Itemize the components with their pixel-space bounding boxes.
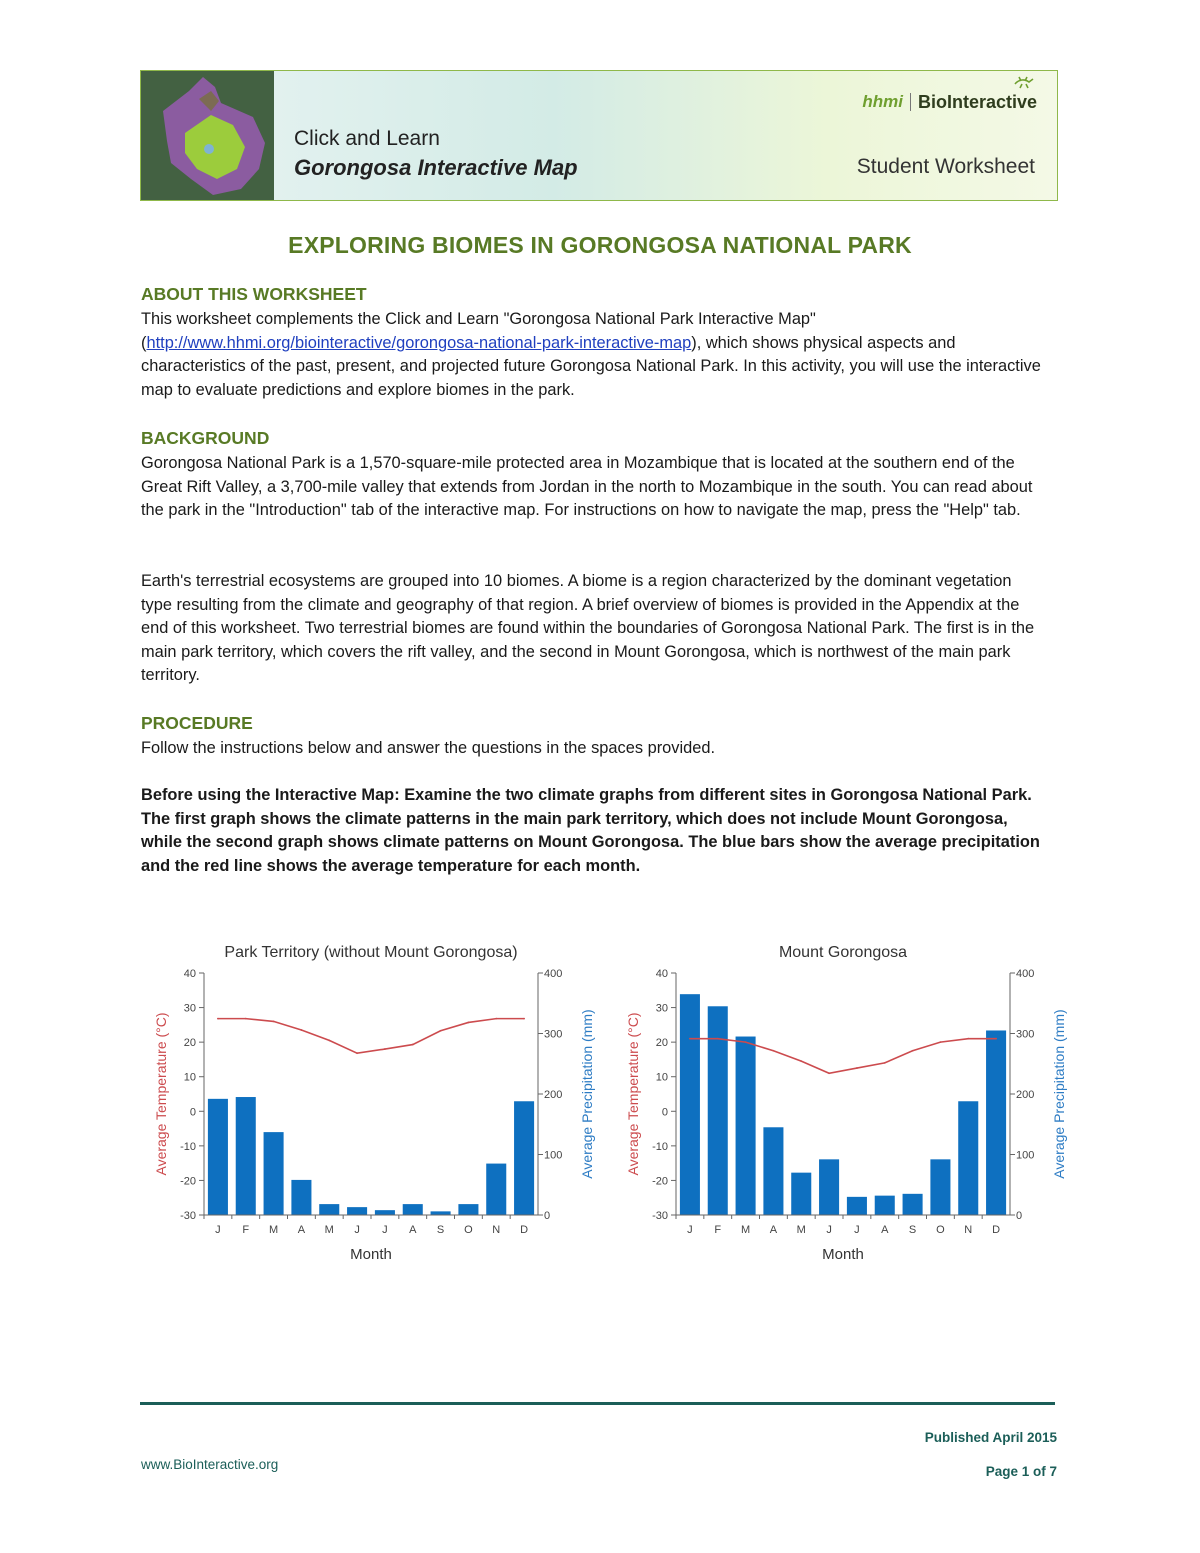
temperature-point <box>717 1038 719 1040</box>
month-tick-label: A <box>409 1224 417 1236</box>
temperature-point <box>800 1060 802 1062</box>
precipitation-bar <box>958 1101 978 1215</box>
month-tick-label: D <box>992 1224 1001 1236</box>
temperature-point <box>828 1072 830 1074</box>
right-tick-label: 100 <box>1016 1149 1035 1162</box>
banner-subtitle: Click and Learn <box>294 127 440 150</box>
logo-divider <box>910 93 911 111</box>
left-axis-label: Average Temperature (°C) <box>625 1012 641 1176</box>
published-date: Published April 2015 <box>924 1430 1057 1445</box>
precipitation-bar <box>986 1030 1006 1215</box>
precipitation-bar <box>236 1097 256 1215</box>
hhmi-logo-text: hhmi <box>862 92 903 111</box>
precipitation-bar <box>680 994 700 1215</box>
temperature-point <box>523 1018 525 1020</box>
month-tick-label: A <box>297 1224 306 1236</box>
right-tick-label: 400 <box>544 968 563 980</box>
temperature-point <box>440 1030 442 1032</box>
precipitation-bar <box>403 1204 423 1215</box>
temperature-point <box>773 1050 775 1052</box>
biointeractive-logo[interactable] <box>862 91 1037 113</box>
background-heading: BACKGROUND <box>141 428 270 448</box>
precipitation-bar <box>930 1159 950 1215</box>
climate-chart-mount-gorongosa <box>612 935 1082 1265</box>
about-text-end: ), which shows physical aspects and characteristics of the past, present, and projected future Gorongosa National Park. In this activity, you will use the interactive map to evaluate predictions and explore biomes in the park. <box>141 333 1041 399</box>
precipitation-bar <box>903 1194 923 1215</box>
footer-divider <box>140 1402 1055 1405</box>
right-tick-label: 200 <box>544 1089 563 1101</box>
temperature-point <box>495 1018 497 1020</box>
mount-gorongosa-chart-svg <box>612 935 1082 1265</box>
left-axis-label: Average Temperature (°C) <box>153 1012 169 1176</box>
left-tick-label: 0 <box>661 1106 668 1119</box>
precipitation-bar <box>736 1037 756 1215</box>
left-tick-label: 30 <box>655 1002 668 1015</box>
climate-chart-park-territory <box>140 935 610 1265</box>
temperature-point <box>328 1040 330 1042</box>
precipitation-bar <box>791 1173 811 1215</box>
left-tick-label: -30 <box>652 1210 668 1222</box>
park-map-thumbnail <box>141 71 274 201</box>
about-paragraph <box>141 308 1041 402</box>
month-tick-label: O <box>464 1224 473 1236</box>
left-tick-label: -20 <box>180 1175 196 1188</box>
temperature-point <box>689 1038 691 1040</box>
left-tick-label: 40 <box>183 968 196 980</box>
right-tick-label: 300 <box>1016 1028 1035 1041</box>
right-tick-label: 100 <box>544 1149 563 1162</box>
precipitation-bar <box>875 1196 895 1215</box>
biointeractive-logo-text: BioInteractive <box>917 91 1037 112</box>
page-number: Page 1 of 7 <box>985 1464 1057 1479</box>
month-tick-label: S <box>908 1224 917 1236</box>
temperature-point <box>940 1041 942 1043</box>
right-tick-label: 200 <box>1016 1089 1035 1101</box>
left-tick-label: -10 <box>652 1140 668 1153</box>
left-tick-label: 20 <box>655 1037 668 1050</box>
temperature-point <box>856 1067 858 1069</box>
page-title: EXPLORING BIOMES IN GORONGOSA NATIONAL PARK <box>288 232 912 258</box>
temperature-point <box>745 1041 747 1043</box>
background-paragraph-1: Gorongosa National Park is a 1,570-square-mile protected area in Mozambique that is located at the southern end of the Great Rift Valley, a 3,700-mile valley that extends from Jordan in the north to Mozambique in the south. You can read about the park in the "Introduction" tab of the interactive map. For instructions on how to navigate the map, press the "Help" tab. <box>141 454 1033 520</box>
background-paragraph-2: Earth's terrestrial ecosystems are grouped into 10 biomes. A biome is a region characterized by the dominant vegetation type resulting from the climate and geography of that region. A brief overview of biomes is provided in the Appendix at the end of this worksheet. Two terrestrial biomes are found within the boundaries of Gorongosa National Park. The first is in the main park territory, which covers the rift valley, and the second in Mount Gorongosa, which is northwest of the main park territory. <box>141 572 1035 685</box>
right-axis-label: Average Precipitation (mm) <box>579 1009 595 1179</box>
right-tick-label: 300 <box>544 1028 563 1041</box>
left-tick-label: 10 <box>183 1071 196 1084</box>
month-tick-label: S <box>436 1224 445 1236</box>
month-tick-label: F <box>714 1224 722 1236</box>
x-axis-label: Month <box>350 1246 392 1263</box>
precipitation-bar <box>819 1159 839 1215</box>
temperature-point <box>412 1044 414 1046</box>
temperature-point <box>301 1029 303 1031</box>
precipitation-bar <box>486 1164 506 1215</box>
month-tick-label: N <box>492 1224 501 1236</box>
month-tick-label: J <box>826 1224 832 1236</box>
precipitation-bar <box>319 1204 339 1215</box>
left-tick-label: 30 <box>183 1002 196 1015</box>
temperature-point <box>245 1018 247 1020</box>
worksheet-label: Student Worksheet <box>856 155 1035 178</box>
temperature-point <box>217 1018 219 1020</box>
month-tick-label: A <box>881 1224 889 1236</box>
temperature-point <box>384 1048 386 1050</box>
park-territory-chart-svg <box>140 935 610 1265</box>
precipitation-bar <box>291 1180 311 1215</box>
precipitation-bar <box>208 1099 228 1215</box>
about-heading: ABOUT THIS WORKSHEET <box>141 284 367 304</box>
month-tick-label: J <box>854 1224 860 1236</box>
right-axis-label: Average Precipitation (mm) <box>1051 1009 1067 1179</box>
month-tick-label: J <box>687 1224 693 1236</box>
chart-title: Park Territory (without Mount Gorongosa) <box>224 944 518 961</box>
left-tick-label: -30 <box>180 1210 196 1222</box>
precipitation-bar <box>375 1210 395 1215</box>
month-tick-label: A <box>769 1224 778 1236</box>
left-tick-label: -10 <box>180 1140 196 1153</box>
left-tick-label: 40 <box>655 968 668 980</box>
month-tick-label: J <box>354 1224 360 1236</box>
about-text-start: This worksheet complements the Click and Learn "Gorongosa National Park Interactive Map" ( <box>141 310 816 352</box>
month-tick-label: M <box>740 1224 751 1236</box>
temperature-point <box>273 1021 275 1023</box>
month-tick-label: O <box>936 1224 945 1236</box>
precipitation-bar <box>847 1197 867 1215</box>
chart-title: Mount Gorongosa <box>778 944 908 961</box>
banner-title: Gorongosa Interactive Map <box>294 155 578 180</box>
precipitation-bar <box>708 1006 728 1215</box>
left-tick-label: 10 <box>655 1071 668 1084</box>
procedure-text: Follow the instructions below and answer the questions in the spaces provided. <box>141 739 716 757</box>
month-tick-label: M <box>324 1224 334 1236</box>
temperature-point <box>884 1062 886 1064</box>
website-link[interactable]: www.BioInteractive.org <box>141 1457 279 1472</box>
precipitation-bar <box>514 1101 534 1215</box>
temperature-point <box>995 1038 997 1040</box>
month-tick-label: M <box>268 1224 279 1236</box>
left-tick-label: 0 <box>189 1106 196 1119</box>
month-tick-label: F <box>242 1224 250 1236</box>
temperature-line <box>218 1019 524 1054</box>
header-banner <box>140 70 1058 201</box>
temperature-point <box>356 1052 358 1054</box>
precipitation-bar <box>458 1204 478 1215</box>
right-tick-label: 0 <box>544 1210 551 1222</box>
month-tick-label: D <box>520 1224 529 1236</box>
temperature-point <box>912 1050 914 1052</box>
map-link[interactable]: http://www.hhmi.org/biointeractive/gorongosa-national-park-interactive-map <box>146 333 692 352</box>
month-tick-label: M <box>796 1224 806 1236</box>
left-tick-label: 20 <box>183 1037 196 1050</box>
right-tick-label: 0 <box>1016 1210 1023 1222</box>
procedure-instruction: Before using the Interactive Map: Examine the two climate graphs from different sites in Gorongosa National Park. The first graph shows the climate patterns in the main park territory, which does not include Mount Gorongosa, while the second graph shows climate patterns on Mount Gorongosa. The blue bars show the average precipitation and the red line shows the average temperature for each month. <box>141 786 1040 875</box>
precipitation-bar <box>431 1211 451 1215</box>
month-tick-label: N <box>964 1224 973 1236</box>
month-tick-label: J <box>215 1224 221 1236</box>
x-axis-label: Month <box>822 1246 864 1263</box>
month-tick-label: J <box>382 1224 388 1236</box>
precipitation-bar <box>347 1207 367 1215</box>
right-tick-label: 400 <box>1016 968 1035 980</box>
precipitation-bar <box>264 1132 284 1215</box>
procedure-heading: PROCEDURE <box>141 713 253 733</box>
temperature-point <box>967 1038 969 1040</box>
precipitation-bar <box>763 1127 783 1215</box>
gecko-icon <box>1013 75 1035 89</box>
temperature-point <box>468 1022 470 1024</box>
left-tick-label: -20 <box>652 1175 668 1188</box>
